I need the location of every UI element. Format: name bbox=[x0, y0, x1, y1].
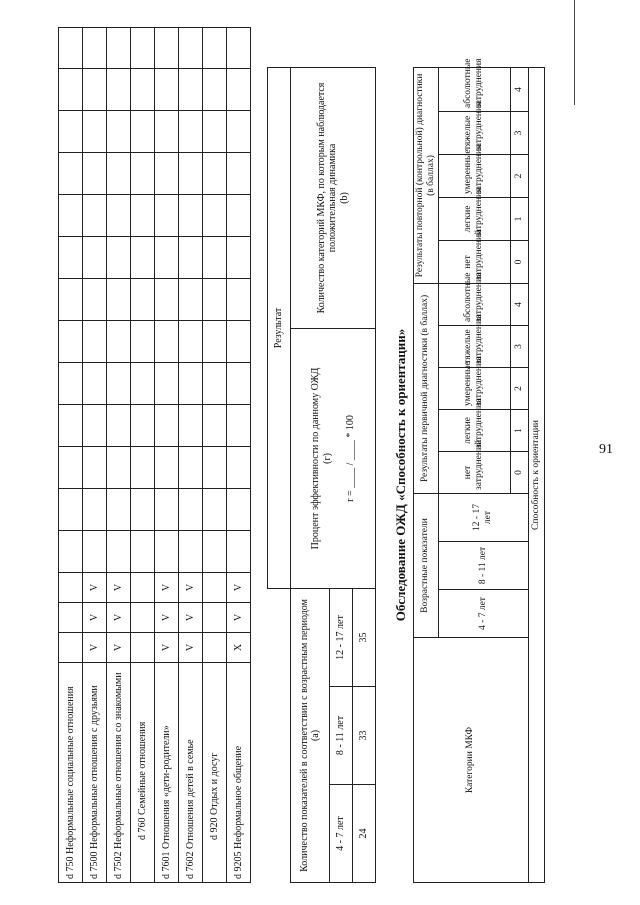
table-row bbox=[83, 28, 107, 883]
percent-formula: r = ____ / ____ * 100 bbox=[344, 415, 356, 502]
empty-cell bbox=[227, 489, 251, 531]
score-cell: 2 bbox=[510, 154, 528, 197]
empty-cell bbox=[131, 195, 155, 237]
age-header: Возрастные показатели bbox=[414, 494, 439, 638]
empty-cell bbox=[59, 279, 83, 321]
empty-cell bbox=[179, 447, 203, 489]
mark-cell: V bbox=[179, 603, 203, 633]
empty-cell bbox=[203, 153, 227, 195]
mark-cell: V bbox=[179, 573, 203, 603]
empty-cell bbox=[155, 363, 179, 405]
score-cell: 3 bbox=[510, 111, 528, 154]
level-cell: абсолютные затруднения bbox=[438, 67, 510, 111]
empty-cell bbox=[131, 279, 155, 321]
mark-cell: V bbox=[179, 633, 203, 663]
empty-cell bbox=[59, 28, 83, 69]
age-group-cell: 4 - 7 лет bbox=[438, 590, 528, 638]
empty-cell bbox=[227, 279, 251, 321]
mark-cell: V bbox=[155, 633, 179, 663]
mark-cell bbox=[203, 531, 227, 573]
score-cell: 1 bbox=[510, 197, 528, 240]
category-label: d 7602 Отношения детей в семье bbox=[179, 663, 203, 883]
empty-cell bbox=[179, 363, 203, 405]
age-group-cell: 4 - 7 лет bbox=[330, 785, 353, 883]
empty-cell bbox=[203, 447, 227, 489]
empty-cell bbox=[107, 489, 131, 531]
table-row bbox=[155, 28, 179, 883]
table-row bbox=[59, 28, 83, 883]
empty-cell bbox=[203, 363, 227, 405]
empty-cell bbox=[59, 363, 83, 405]
level-cell: тяжелые затруднения bbox=[438, 111, 510, 154]
empty-cell bbox=[203, 69, 227, 111]
empty-cell bbox=[155, 69, 179, 111]
page-number: 91 bbox=[599, 442, 613, 457]
empty-cell bbox=[83, 153, 107, 195]
mark-cell: V bbox=[83, 633, 107, 663]
mark-cell bbox=[131, 531, 155, 573]
mark-cell bbox=[131, 573, 155, 603]
table-row bbox=[227, 28, 251, 883]
score-cell: 1 bbox=[510, 410, 528, 452]
mark-cell: V bbox=[83, 603, 107, 633]
primary-header: Результаты первичной диагностики (в баллах) bbox=[414, 283, 439, 493]
table-row bbox=[179, 28, 203, 883]
mark-cell bbox=[179, 531, 203, 573]
count-cell: 24 bbox=[353, 785, 376, 883]
mark-cell bbox=[59, 531, 83, 573]
empty-cell bbox=[203, 489, 227, 531]
count-cell: 33 bbox=[353, 687, 376, 785]
score-cell: 4 bbox=[510, 67, 528, 111]
level-cell: тяжелые затруднения bbox=[438, 326, 510, 368]
empty-cell bbox=[179, 153, 203, 195]
empty-cell bbox=[179, 69, 203, 111]
orientation-table bbox=[413, 58, 545, 883]
empty-cell bbox=[131, 153, 155, 195]
empty-cell bbox=[83, 111, 107, 153]
empty-cell bbox=[59, 321, 83, 363]
empty-cell bbox=[227, 447, 251, 489]
empty-cell bbox=[203, 237, 227, 279]
empty-cell bbox=[131, 489, 155, 531]
empty-cell bbox=[83, 321, 107, 363]
empty-cell bbox=[59, 489, 83, 531]
category-header: Категории МКФ bbox=[414, 638, 529, 883]
empty-cell bbox=[203, 28, 227, 69]
mark-cell bbox=[203, 573, 227, 603]
mark-cell bbox=[131, 633, 155, 663]
score-cell: 2 bbox=[510, 368, 528, 410]
empty-cell bbox=[83, 69, 107, 111]
empty-cell bbox=[155, 195, 179, 237]
category-label: d 7500 Неформальные отношения с друзьями bbox=[83, 663, 107, 883]
empty-cell bbox=[83, 28, 107, 69]
mark-cell: X bbox=[227, 633, 251, 663]
table-row bbox=[107, 28, 131, 883]
positive-dynamics-header: Количество категорий МКФ, по которым наблюдается положительная динамика (b) bbox=[291, 67, 376, 328]
empty-cell bbox=[107, 405, 131, 447]
category-label: d 920 Отдых и досуг bbox=[203, 663, 227, 883]
empty-cell bbox=[227, 363, 251, 405]
empty-cell bbox=[131, 321, 155, 363]
level-cell: легкие затруднения bbox=[438, 410, 510, 452]
empty-cell bbox=[179, 237, 203, 279]
mark-cell bbox=[59, 633, 83, 663]
empty-cell bbox=[227, 405, 251, 447]
top-rule bbox=[574, 0, 575, 105]
mark-cell: V bbox=[83, 573, 107, 603]
empty-cell bbox=[83, 363, 107, 405]
count-header: Количество показателей в соответствии с возрастным периодом (а) bbox=[291, 588, 330, 882]
empty-cell bbox=[83, 279, 107, 321]
empty-cell bbox=[203, 321, 227, 363]
age-group-cell: 12 - 17 лет bbox=[330, 588, 353, 686]
empty-cell bbox=[131, 447, 155, 489]
empty-cell bbox=[107, 111, 131, 153]
empty-cell bbox=[131, 363, 155, 405]
empty-cell bbox=[155, 321, 179, 363]
mark-cell: V bbox=[107, 633, 131, 663]
empty-cell bbox=[83, 195, 107, 237]
empty-cell bbox=[131, 28, 155, 69]
empty-cell bbox=[131, 111, 155, 153]
count-cell: 35 bbox=[353, 588, 376, 686]
exam-title: Обследование ОЖД «Способность к ориентации» bbox=[393, 328, 408, 622]
empty-cell bbox=[107, 195, 131, 237]
empty-cell bbox=[107, 28, 131, 69]
empty-cell bbox=[179, 195, 203, 237]
activities-table bbox=[58, 27, 251, 883]
mark-cell bbox=[131, 603, 155, 633]
empty-cell bbox=[155, 28, 179, 69]
empty-cell bbox=[107, 237, 131, 279]
empty-cell bbox=[155, 111, 179, 153]
mark-cell: V bbox=[227, 603, 251, 633]
mark-cell bbox=[59, 603, 83, 633]
empty-cell bbox=[179, 489, 203, 531]
mark-cell: V bbox=[155, 603, 179, 633]
empty-cell bbox=[179, 321, 203, 363]
empty-cell bbox=[83, 489, 107, 531]
empty-cell bbox=[59, 111, 83, 153]
empty-cell bbox=[155, 279, 179, 321]
mark-cell bbox=[203, 603, 227, 633]
level-cell: нет затруднений bbox=[438, 240, 510, 283]
score-cell: 4 bbox=[510, 283, 528, 325]
repeat-header: Результаты повторной (контрольной) диагностики (в баллах) bbox=[414, 67, 439, 283]
empty-cell bbox=[179, 28, 203, 69]
empty-cell bbox=[107, 279, 131, 321]
table-row bbox=[203, 28, 227, 883]
mark-cell: V bbox=[155, 573, 179, 603]
mark-cell: V bbox=[107, 603, 131, 633]
empty-cell bbox=[107, 321, 131, 363]
mark-cell bbox=[227, 531, 251, 573]
results-title: Результат bbox=[268, 67, 291, 588]
score-cell: 3 bbox=[510, 326, 528, 368]
empty-cell bbox=[155, 237, 179, 279]
score-cell: 0 bbox=[510, 240, 528, 283]
empty-cell bbox=[59, 237, 83, 279]
mark-cell: V bbox=[107, 573, 131, 603]
orientation-footer: Способность к ориентации bbox=[528, 67, 544, 882]
empty-cell bbox=[179, 111, 203, 153]
level-cell: умеренные затруднения bbox=[438, 368, 510, 410]
empty-cell bbox=[155, 447, 179, 489]
empty-cell bbox=[203, 195, 227, 237]
category-label: d 9205 Неформальное общение bbox=[227, 663, 251, 883]
table-row bbox=[131, 28, 155, 883]
empty-cell bbox=[155, 153, 179, 195]
empty-cell bbox=[59, 69, 83, 111]
empty-cell bbox=[227, 195, 251, 237]
level-cell: легкие затруднения bbox=[438, 197, 510, 240]
empty-cell bbox=[155, 489, 179, 531]
level-cell: абсолютные затруднения bbox=[438, 283, 510, 325]
empty-cell bbox=[131, 405, 155, 447]
empty-cell bbox=[227, 69, 251, 111]
empty-cell bbox=[83, 405, 107, 447]
empty-cell bbox=[155, 405, 179, 447]
mark-cell bbox=[107, 531, 131, 573]
mark-cell bbox=[83, 531, 107, 573]
age-group-cell: 8 - 11 лет bbox=[330, 687, 353, 785]
empty-cell bbox=[59, 405, 83, 447]
empty-cell bbox=[131, 69, 155, 111]
category-label: d 760 Семейные отношения bbox=[131, 663, 155, 883]
age-group-cell: 8 - 11 лет bbox=[438, 542, 528, 590]
age-group-cell: 12 - 17 лет bbox=[438, 494, 528, 542]
empty-cell bbox=[203, 111, 227, 153]
score-cell: 0 bbox=[510, 452, 528, 494]
empty-cell bbox=[107, 153, 131, 195]
empty-cell bbox=[83, 237, 107, 279]
empty-cell bbox=[131, 237, 155, 279]
results-table bbox=[267, 67, 376, 883]
empty-cell bbox=[59, 195, 83, 237]
empty-cell bbox=[227, 28, 251, 69]
empty-cell bbox=[83, 447, 107, 489]
empty-cell bbox=[227, 153, 251, 195]
empty-cell bbox=[179, 405, 203, 447]
empty-cell bbox=[203, 405, 227, 447]
category-label: d 7502 Неформальные отношения со знакомыми bbox=[107, 663, 131, 883]
empty-cell bbox=[107, 69, 131, 111]
mark-cell bbox=[203, 633, 227, 663]
percent-cell: Процент эффективности по данному ОЖД (г) r = ____ / ____ * 100 bbox=[291, 328, 376, 588]
empty-cell bbox=[227, 321, 251, 363]
empty-cell bbox=[203, 279, 227, 321]
empty-cell bbox=[227, 237, 251, 279]
empty-cell bbox=[179, 279, 203, 321]
empty-cell bbox=[59, 447, 83, 489]
mark-cell: V bbox=[227, 573, 251, 603]
mark-cell bbox=[155, 531, 179, 573]
empty-cell bbox=[227, 111, 251, 153]
category-label: d 7601 Отношения «дети-родители» bbox=[155, 663, 179, 883]
empty-cell bbox=[107, 363, 131, 405]
level-cell: умеренные затруднения bbox=[438, 154, 510, 197]
level-cell: нет затруднений bbox=[438, 452, 510, 494]
empty-cell bbox=[59, 153, 83, 195]
mark-cell bbox=[59, 573, 83, 603]
category-label: d 750 Неформальные социальные отношения bbox=[59, 663, 83, 883]
empty-cell bbox=[107, 447, 131, 489]
